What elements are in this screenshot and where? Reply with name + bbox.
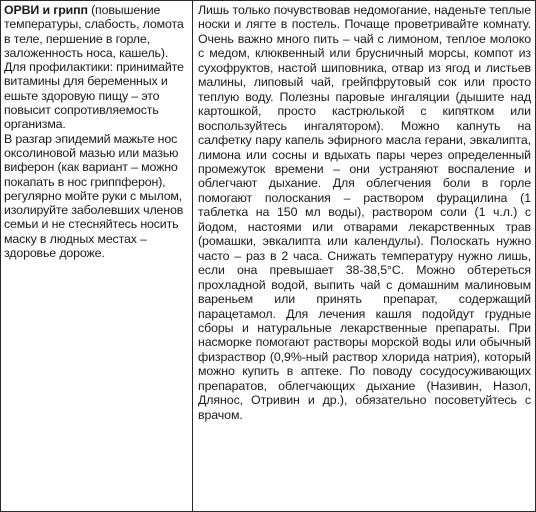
condition-symptoms: (повышение температуры, слабость, ломота в теле, першение в горле, заложенность носа, кашель). — [4, 3, 184, 60]
treatment-cell — [193, 1, 535, 511]
condition-intro — [4, 3, 188, 60]
condition-cell — [1, 1, 193, 511]
treatment-paragraph: Лишь только почувствовав недомогание, наденьте теплые носки и лягте в постель. Почаще проветривайте комнату. Очень важно много пить – чай с лимоном, теплое молоко с медом, клюквенный или брусничный морсы, компот из сухофруктов, настой шиповника, отвар из ягод и листьев малины, липовый чай, грейпфрутовый сок или просто теплую воду. Полезны паровые ингаляции (дышите над картошкой, просто кастрюлькой с кипятком или воспользуйтесь ингалятором). Можно капнуть на салфетку пару капель эфирного масла герани, эвкалипта, лимона или сосны и вдыхать пары через определенный промежуток времени – они устраняют воспаление и облегчают дыхание. Для облегчения боли в горле помогают полоскания – раствором фурацилина (1 таблетка на 150 мл воды), раствором соли (1 ч.л.) с йодом, настоями или отварами лекарственных трав (ромашки, эвкалипта или календулы). Полоскать нужно часто – раз в 2 часа. Снижать температуру нужно лишь, если она превышает 38-38,5°С. Можно обтереться прохладной водой, выпить чай с домашним малиновым вареньем или принять препарат, содержащий парацетамол. Для лечения кашля подойдут грудные сборы и натуральные лекарственные препараты. При насморке помогают растворы морской воды или обычный физраствор (0,9%-ный раствор хлорида натрия), который можно купить в аптеке. По поводу сосудосуживающих препаратов, облегчающих дыхание (Називин, Назол, Длянос, Отривин и др.), обязательно посоветуйтесь с врачом. — [198, 3, 531, 422]
condition-term: ОРВИ и грипп — [4, 3, 88, 17]
prevention-paragraph: Для профилактики: принимайте витамины для беременных и ешьте здоровую пищу – это повысит сопротивляемость организма. — [4, 60, 184, 132]
epidemic-paragraph: В разгар эпидемий мажьте нос оксолиновой мазью или мазью виферон (как вариант – можно покапать в нос гриппферон), регулярно мойте руки с мылом, изолируйте заболевших членов семьи и не стесняйтесь носить маску в людных местах – здоровье дороже. — [4, 131, 184, 261]
